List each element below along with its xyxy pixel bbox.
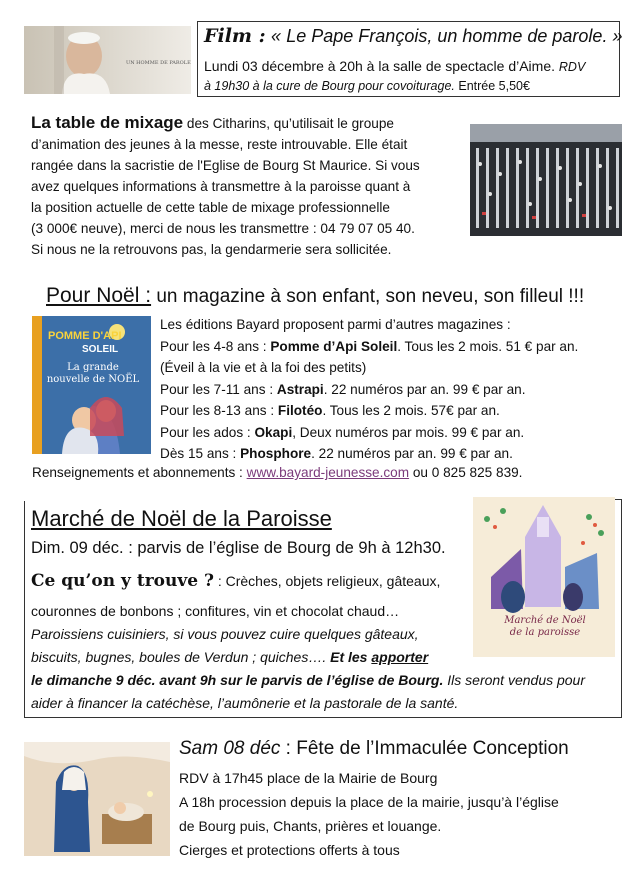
immaculee-title: : Fête de l’Immaculée Conception [280,738,569,759]
contact-label: Renseignements et abonnements : [32,465,247,480]
magazine-item [160,357,578,379]
film-title: Le Pape François, un homme de parole [286,26,603,46]
immaculee-line: Cierges et protections offerts à tous [179,842,400,858]
marche-vendus: Ils seront vendus pour [443,672,586,688]
mixing-desk-image [470,124,622,236]
film-rdv-line [204,79,530,93]
magazine-age: Pour les 7-11 ans : [160,381,277,397]
nativity-image [24,742,170,856]
mixage-line-5: la position actuelle de cette table de mixage professionnelle [31,200,390,215]
mixage-line-1: des Citharins, qu’utilisait le groupe [183,116,394,131]
magazine-age: Pour les ados : [160,424,255,440]
mixage-line-4: avez quelques informations à transmettre à la paroisse quant à [31,179,411,194]
magazine-list [160,314,578,465]
magazine-cover-image [32,316,151,454]
magazine-item [160,422,578,444]
marche-apporter: apporter [371,649,429,665]
magazine-name: Astrapi [276,381,324,397]
marche-trouve-label: Ce qu’on y trouve ? [31,571,214,591]
cover-sub: SOLEIL [82,344,119,355]
immaculee-date: Sam 08 déc [179,738,281,759]
magazine-detail: . Tous les 2 mois. 57€ par an. [322,403,500,418]
magazine-intro: Les éditions Bayard proposent parmi d’autres magazines : [160,317,511,332]
marche-line-4 [31,646,428,668]
marche-line-2: couronnes de bonbons ; confitures, vin et chocolat chaud… [31,603,400,619]
marche-line-3: Paroissiens cuisiniers, si vous pouvez cuire quelques gâteaux, [31,626,419,642]
film-rdv: RDV [558,60,586,74]
magazine-item [160,400,578,422]
magazine-name: Phosphore [240,446,312,461]
marche-line-6: aider à financer la catéchèse, l’aumônerie et la pastorale de la santé. [31,695,459,711]
noel-subtitle: un magazine à son enfant, son neveu, son filleul !!! [151,286,585,307]
magazine-name: Okapi [254,424,293,440]
magazine-name: Filotéo [277,403,323,418]
magazine-item [160,379,578,401]
immaculee-line: RDV à 17h45 place de la Mairie de Bourg [179,770,438,786]
magazine-age: Pour les 8-13 ans : [160,403,278,418]
magazine-age: Pour les 4-8 ans : [160,338,271,354]
magazine-item [160,336,578,358]
magazine-detail: . 22 numéros par an. 99 € par an. [311,446,513,461]
film-poster-image [24,26,191,94]
marche-trouve-list: : Crèches, objets religieux, gâteaux, [213,573,441,589]
marche-apport-date: le dimanche 9 déc. avant 9h sur le parvis de l’église de Bourg. [31,672,444,688]
marche-line-5 [31,669,585,691]
film-rdv-detail: à 19h30 à la cure de Bourg pour covoiturage. [204,79,455,93]
mixage-lead: La table de mixage [31,113,184,132]
mixage-paragraph [31,112,456,260]
film-quote-open: « [270,26,281,46]
film-label: Film : [204,25,266,47]
magazine-detail: . Tous les 2 mois. 51 € par an. [397,338,579,354]
magazine-age: (Éveil à la vie et à la foi des petits) [160,360,367,375]
immaculee-line: de Bourg puis, Chants, prières et louange. [179,818,442,834]
cover-brand: POMME D'API [48,330,122,342]
noel-title: Pour Noël : [46,284,152,307]
bayard-link[interactable]: www.bayard-jeunesse.com [246,465,410,480]
immaculee-heading [179,738,569,760]
noel-heading [46,284,584,308]
marche-box-gap [24,499,473,501]
marche-line-1 [31,570,440,592]
marche-cuisine-list: biscuits, bugnes, boules de Verdun ; quiches…. [31,649,327,665]
film-price: Entrée 5,50€ [458,79,530,93]
magazine-name: Pomme d’Api Soleil [270,338,398,354]
contact-phone: ou 0 825 825 839. [409,465,523,480]
mixage-line-6: (3 000€ neuve), merci de nous les transmettre : 04 79 07 05 40. [31,221,415,236]
magazine-detail: . 22 numéros par an. 99 € par an. [323,381,526,397]
cover-caption: La grande nouvelle de NOËL [46,362,140,385]
mixage-line-7: Si nous ne la retrouvons pas, la gendarmerie sera sollicitée. [31,242,392,257]
film-poster-caption: UN HOMME DE PAROLE [126,60,191,66]
magazine-age: Dès 15 ans : [160,446,241,461]
mixage-line-2: d’animation des jeunes à la messe, reste introuvable. Elle était [31,137,408,152]
mixage-line-3: rangée dans la sacristie de l'Eglise de Bourg St Maurice. Si vous [31,158,420,173]
magazine-detail: , Deux numéros par mois. 99 € par an. [292,424,525,440]
marche-title: Marché de Noël de la Paroisse [31,506,332,531]
film-date: Lundi 03 décembre à 20h à la salle de spectacle d’Aime. [204,58,555,74]
magazine-contact [32,462,522,484]
immaculee-details [179,766,559,862]
marche-apport: Et les [326,649,372,665]
film-date-line [204,58,585,74]
marche-poster-image [473,497,615,657]
film-heading [204,25,622,48]
immaculee-line: A 18h procession depuis la place de la mairie, jusqu’à l’église [179,794,559,810]
marche-date: Dim. 09 déc. : parvis de l’église de Bourg de 9h à 12h30. [31,539,446,557]
film-quote-close: . » [602,26,623,46]
film-box [197,21,623,97]
marche-poster-caption: Marché de Noël de la paroisse [504,615,586,638]
